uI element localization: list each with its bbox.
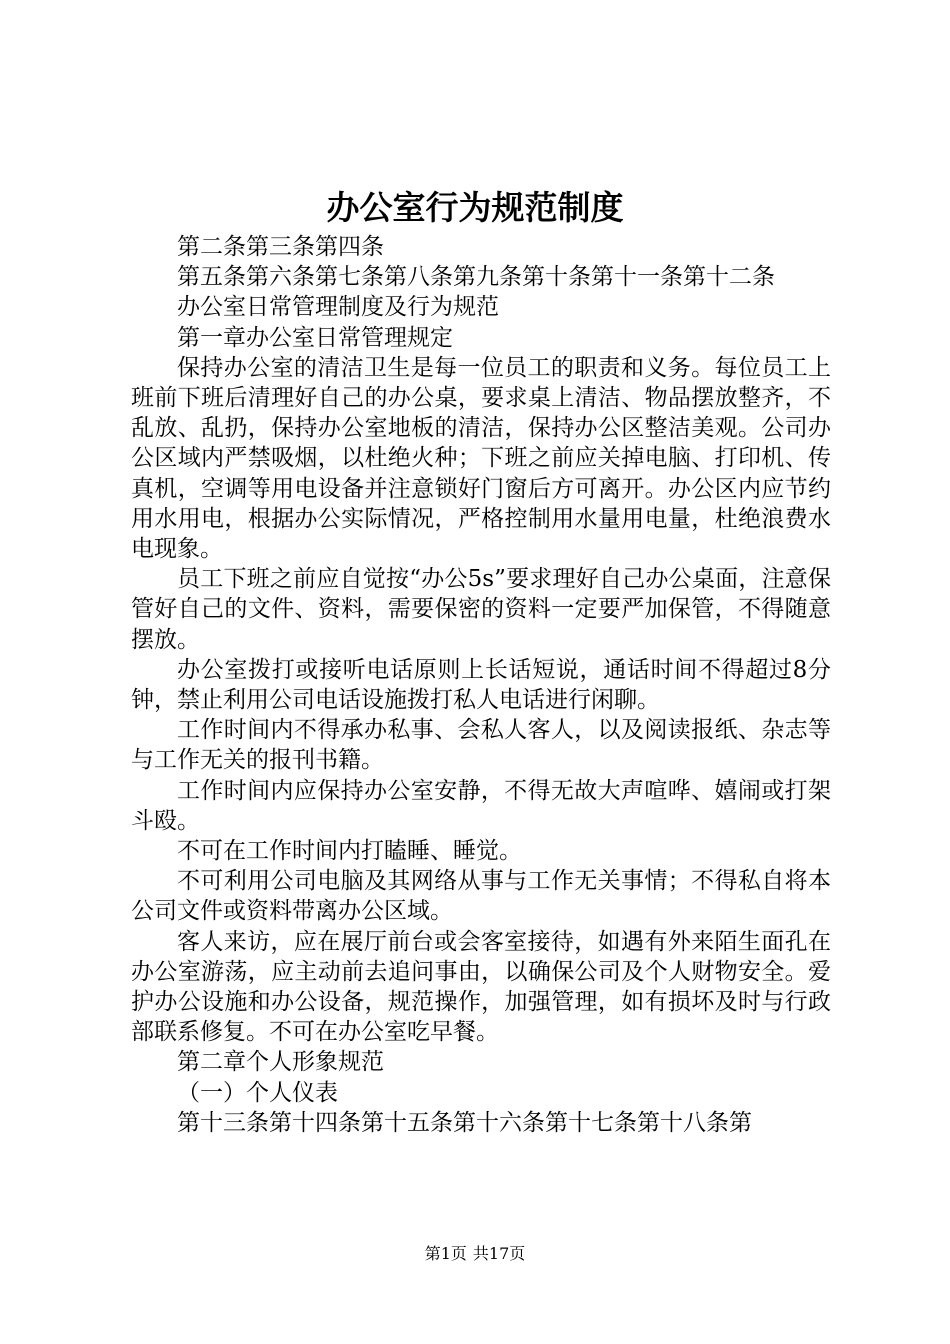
- section-heading: （一）个人仪表: [177, 1079, 338, 1106]
- paragraph: 不可利用公司电脑及其网络从事与工作无关事情；不得私自将本公司文件或资料带离办公区域。: [131, 868, 831, 925]
- paragraph: 客人来访，应在展厅前台或会客室接待，如遇有外来陌生面孔在办公室游荡，应主动前去追问事由，以确保公司及个人财物安全。爱护办公设施和办公设备，规范操作，加强管理，如有损坏及时与行政部联系修复。不可在办公室吃早餐。: [131, 928, 831, 1046]
- paragraph: 工作时间内应保持办公室安静，不得无故大声喧哗、嬉闹或打架斗殴。: [131, 777, 831, 834]
- paragraph: 员工下班之前应自觉按“办公5s”要求理好自己办公桌面，注意保管好自己的文件、资料，需要保密的资料一定要严加保管，不得随意摆放。: [131, 566, 831, 653]
- page-number: 第1页: [424, 1244, 467, 1263]
- paragraph: 第十三条第十四条第十五条第十六条第十七条第十八条第: [177, 1109, 752, 1136]
- paragraph: 办公室日常管理制度及行为规范: [177, 294, 499, 321]
- paragraph: 保持办公室的清洁卫生是每一位员工的职责和义务。每位员工上班前下班后清理好自己的办公桌，要求桌上清洁、物品摆放整齐，不乱放、乱扔，保持办公室地板的清洁，保持办公区整洁美观。公司办公区域内严禁吸烟，以杜绝火种；下班之前应关掉电脑、打印机、传真机，空调等用电设备并注意锁好门窗后方可离开。办公区内应节约用水用电，根据办公实际情况，严格控制用水量用电量，杜绝浪费水电现象。: [131, 354, 831, 563]
- page-footer: [0, 1243, 950, 1265]
- chapter-heading: 第二章个人形象规范: [177, 1049, 384, 1076]
- paragraph: 办公室拨打或接听电话原则上长话短说，通话时间不得超过8分钟，禁止利用公司电话设施拨打私人电话进行闲聊。: [131, 656, 831, 714]
- paragraph: 第二条第三条第四条: [177, 234, 384, 260]
- paragraph: 第五条第六条第七条第八条第九条第十条第十一条第十二条: [177, 264, 775, 291]
- document-body: [131, 232, 831, 1138]
- paragraph: 工作时间内不得承办私事、会私人客人，以及阅读报纸、杂志等与工作无关的报刊书籍。: [131, 717, 831, 774]
- page-total: 共17页: [472, 1244, 526, 1263]
- document-title: 办公室行为规范制度: [326, 188, 624, 227]
- chapter-heading: 第一章办公室日常管理规定: [177, 324, 453, 351]
- paragraph: 不可在工作时间内打瞌睡、睡觉。: [177, 838, 522, 865]
